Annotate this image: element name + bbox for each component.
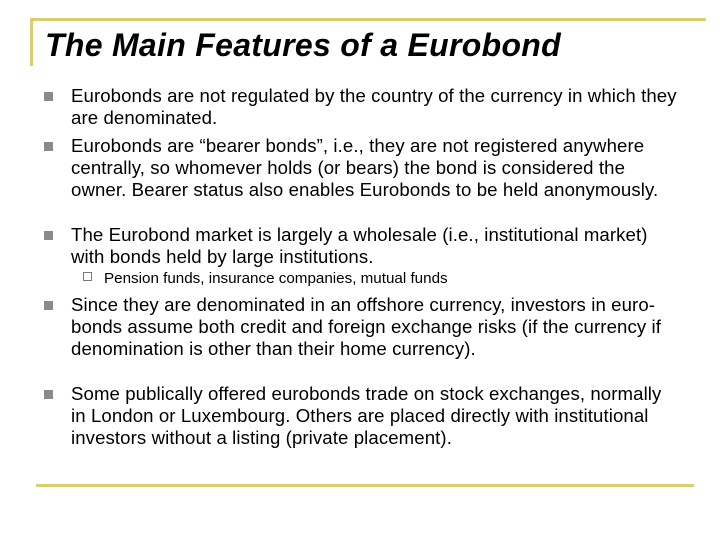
hollow-square-bullet-icon: [83, 272, 92, 281]
filled-square-bullet-icon: [44, 390, 53, 399]
title-frame-left-rule: [30, 18, 33, 66]
title-frame-top-rule: [30, 18, 706, 21]
filled-square-bullet-icon: [44, 92, 53, 101]
slide-title: The Main Features of a Eurobond: [45, 27, 562, 63]
bullet-item: Some publically offered eurobonds trade on stock exchanges, normally in London or Luxembourg. Others are placed directly with institutional investors without a listing (private placement).: [71, 383, 662, 449]
filled-square-bullet-icon: [44, 301, 53, 310]
bullet-item: Eurobonds are “bearer bonds”, i.e., they are not registered anywhere centrally, so whomever holds (or bears) the bond is considered the owner. Bearer status also enables Eurobonds to be held anonymously.: [71, 135, 659, 201]
filled-square-bullet-icon: [44, 231, 53, 240]
filled-square-bullet-icon: [44, 142, 53, 151]
bullet-item: Since they are denominated in an offshore currency, investors in euro-bonds assume both credit and foreign exchange risks (if the currency if denomination is other than their home currency).: [71, 294, 662, 360]
sub-bullet-item: Pension funds, insurance companies, mutual funds: [104, 270, 448, 287]
bottom-rule: [36, 484, 694, 487]
bullet-item: The Eurobond market is largely a wholesale (i.e., institutional market) with bonds held by large institutions.: [71, 224, 648, 268]
bullet-item: Eurobonds are not regulated by the country of the currency in which they are denominated.: [71, 85, 677, 129]
